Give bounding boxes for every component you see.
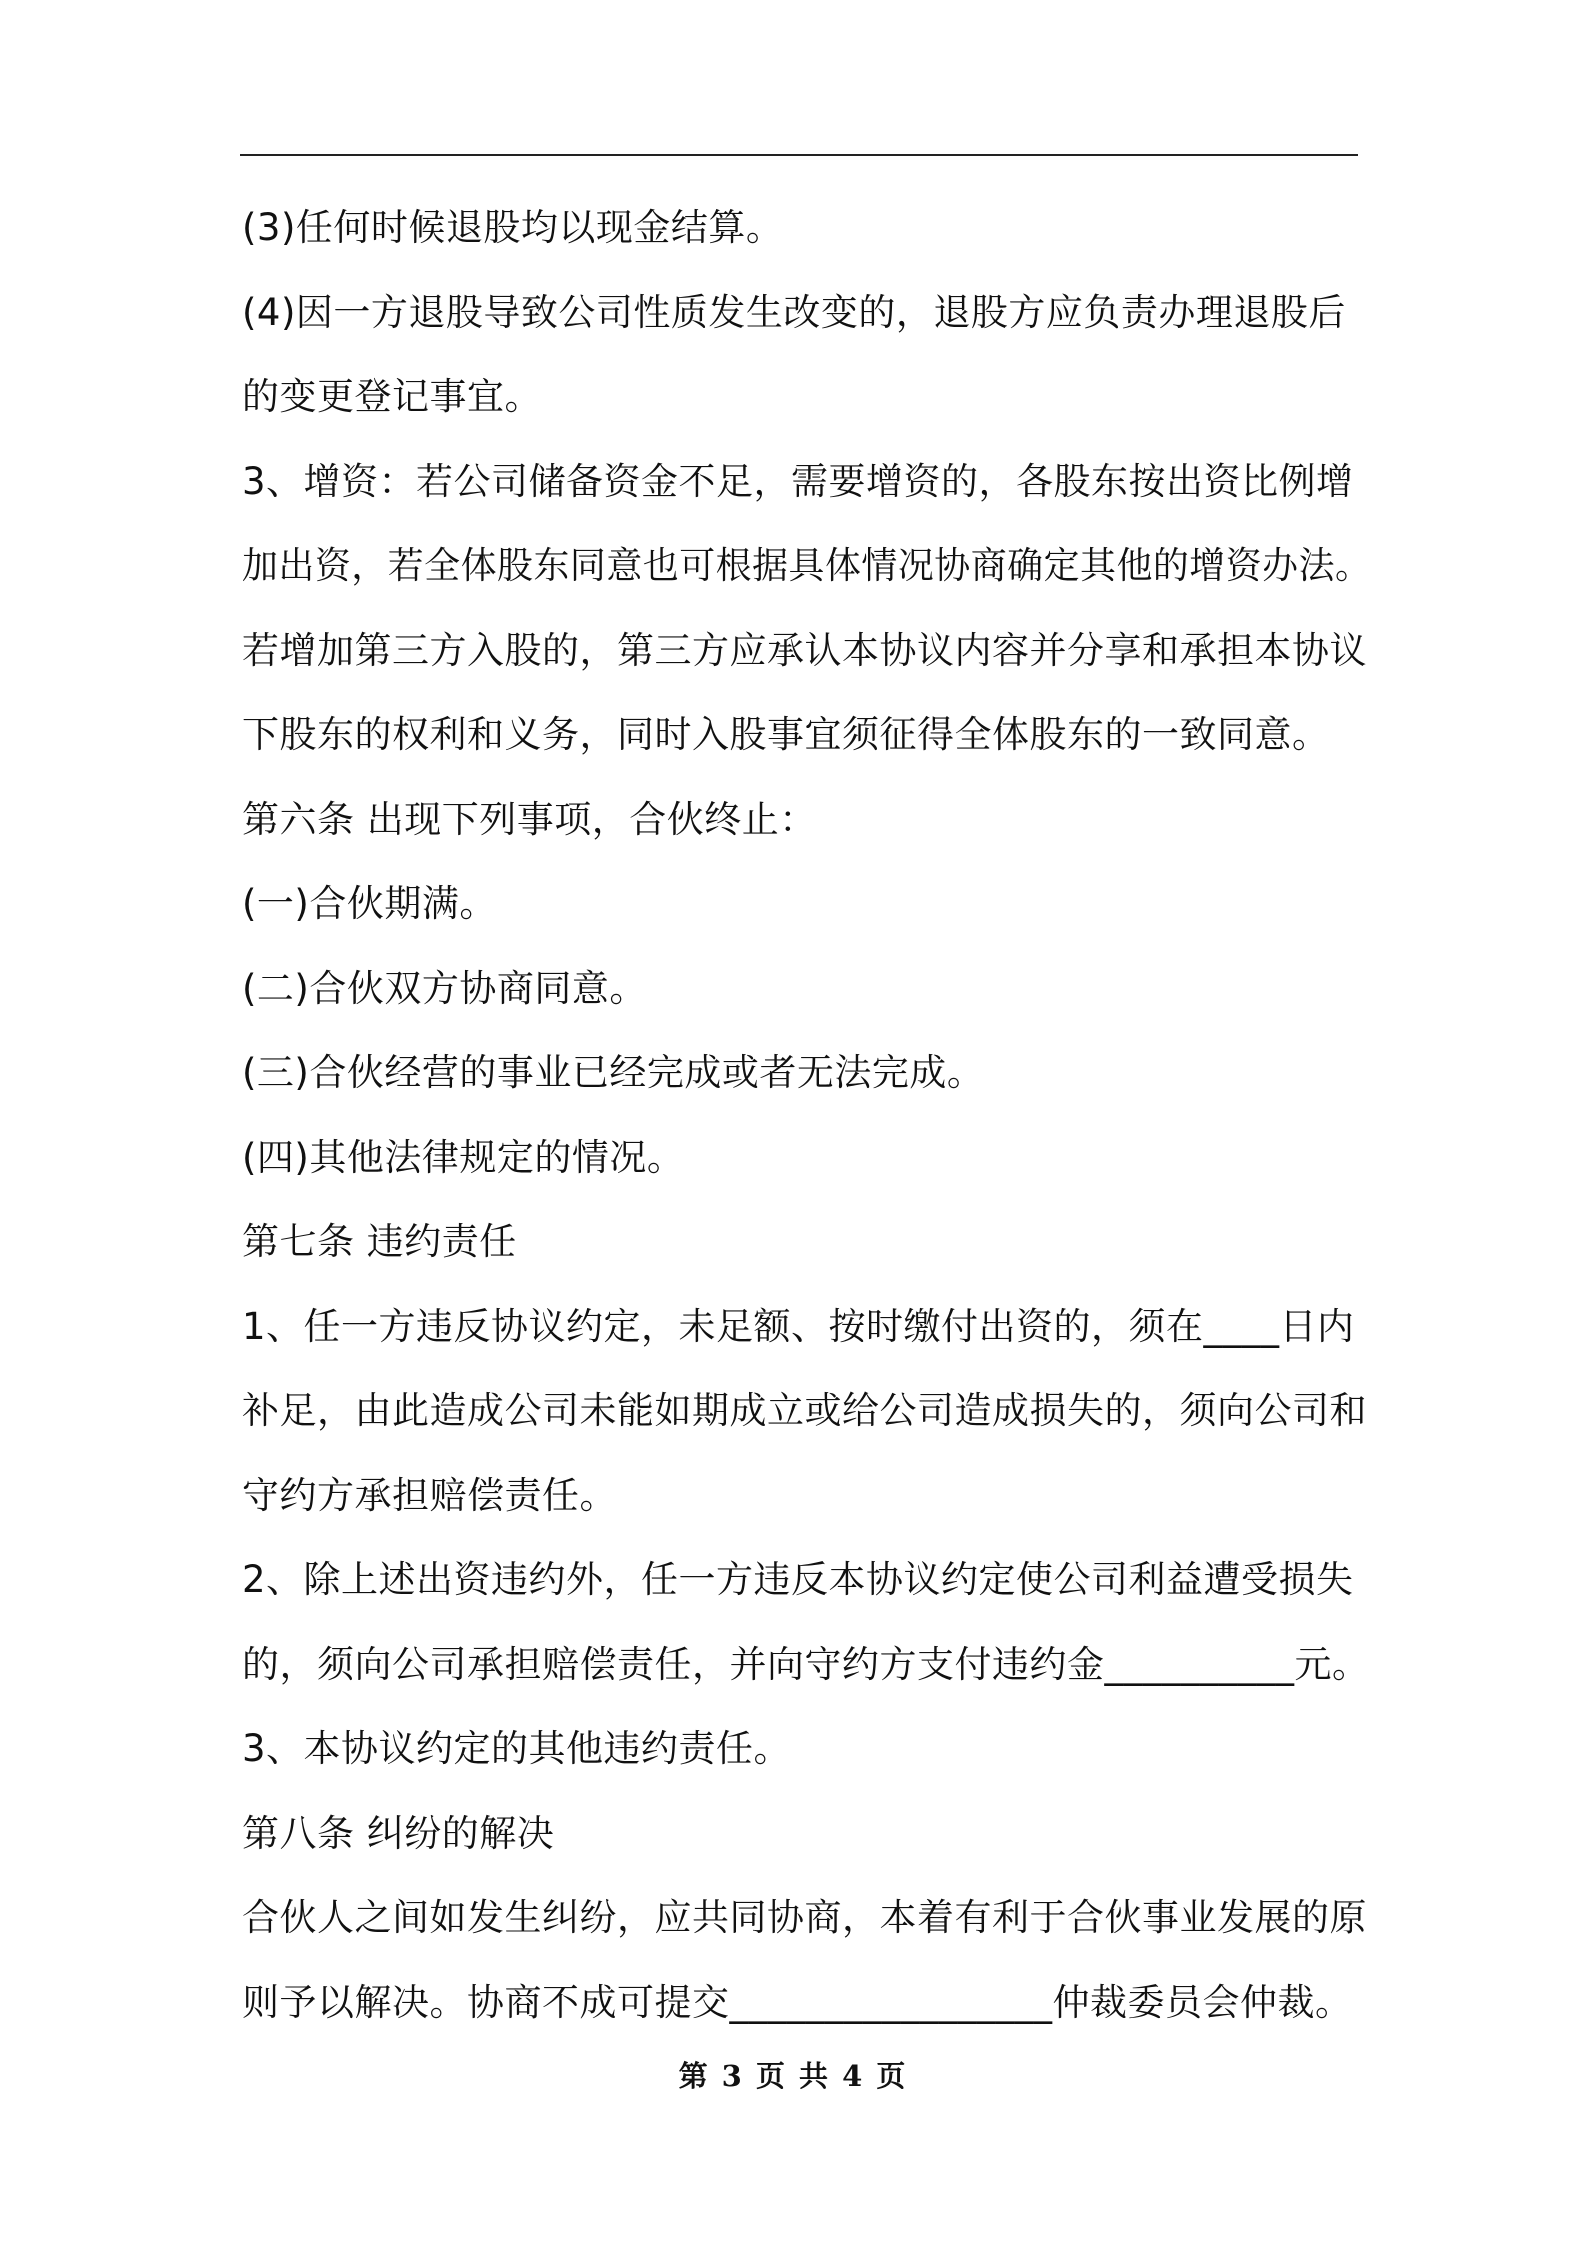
- text-line: (四)其他法律规定的情况。: [242, 1136, 685, 1179]
- section-heading: 第七条 违约责任: [242, 1220, 517, 1263]
- text-line: 3、本协议约定的其他违约责任。: [242, 1727, 792, 1770]
- text-line: 守约方承担赔偿责任。: [242, 1474, 617, 1517]
- text-line: 下股东的权利和义务，同时入股事宜须征得全体股东的一致同意。: [242, 713, 1330, 756]
- text-line: 3、增资：若公司储备资金不足，需要增资的，各股东按出资比例增: [242, 460, 1354, 503]
- page-number: 第 3 页 共 4 页: [678, 2059, 908, 2093]
- text-line: 则予以解决。协商不成可提交_________________仲裁委员会仲裁。: [242, 1981, 1353, 2024]
- text-line: 加出资，若全体股东同意也可根据具体情况协商确定其他的增资办法。: [242, 544, 1372, 587]
- text-line: (二)合伙双方协商同意。: [242, 967, 647, 1010]
- text-line: (一)合伙期满。: [242, 882, 497, 925]
- text-line: 若增加第三方入股的，第三方应承认本协议内容并分享和承担本协议: [242, 629, 1367, 672]
- text-line: 的变更登记事宜。: [242, 375, 542, 418]
- section-heading: 第六条 出现下列事项，合伙终止：: [242, 798, 817, 841]
- text-line: (3)任何时候退股均以现金结算。: [242, 206, 784, 249]
- text-line: 合伙人之间如发生纠纷，应共同协商，本着有利于合伙事业发展的原: [242, 1896, 1367, 1939]
- section-heading: 第八条 纠纷的解决: [242, 1812, 555, 1855]
- text-line: 补足，由此造成公司未能如期成立或给公司造成损失的，须向公司和: [242, 1389, 1367, 1432]
- text-line: 1、任一方违反协议约定，未足额、按时缴付出资的，须在____日内: [242, 1305, 1355, 1348]
- text-line: (4)因一方退股导致公司性质发生改变的，退股方应负责办理退股后: [242, 291, 1346, 334]
- text-line: 的，须向公司承担赔偿责任，并向守约方支付违约金__________元。: [242, 1643, 1370, 1686]
- text-line: 2、除上述出资违约外，任一方违反本协议约定使公司利益遭受损失: [242, 1558, 1354, 1601]
- text-line: (三)合伙经营的事业已经完成或者无法完成。: [242, 1051, 985, 1094]
